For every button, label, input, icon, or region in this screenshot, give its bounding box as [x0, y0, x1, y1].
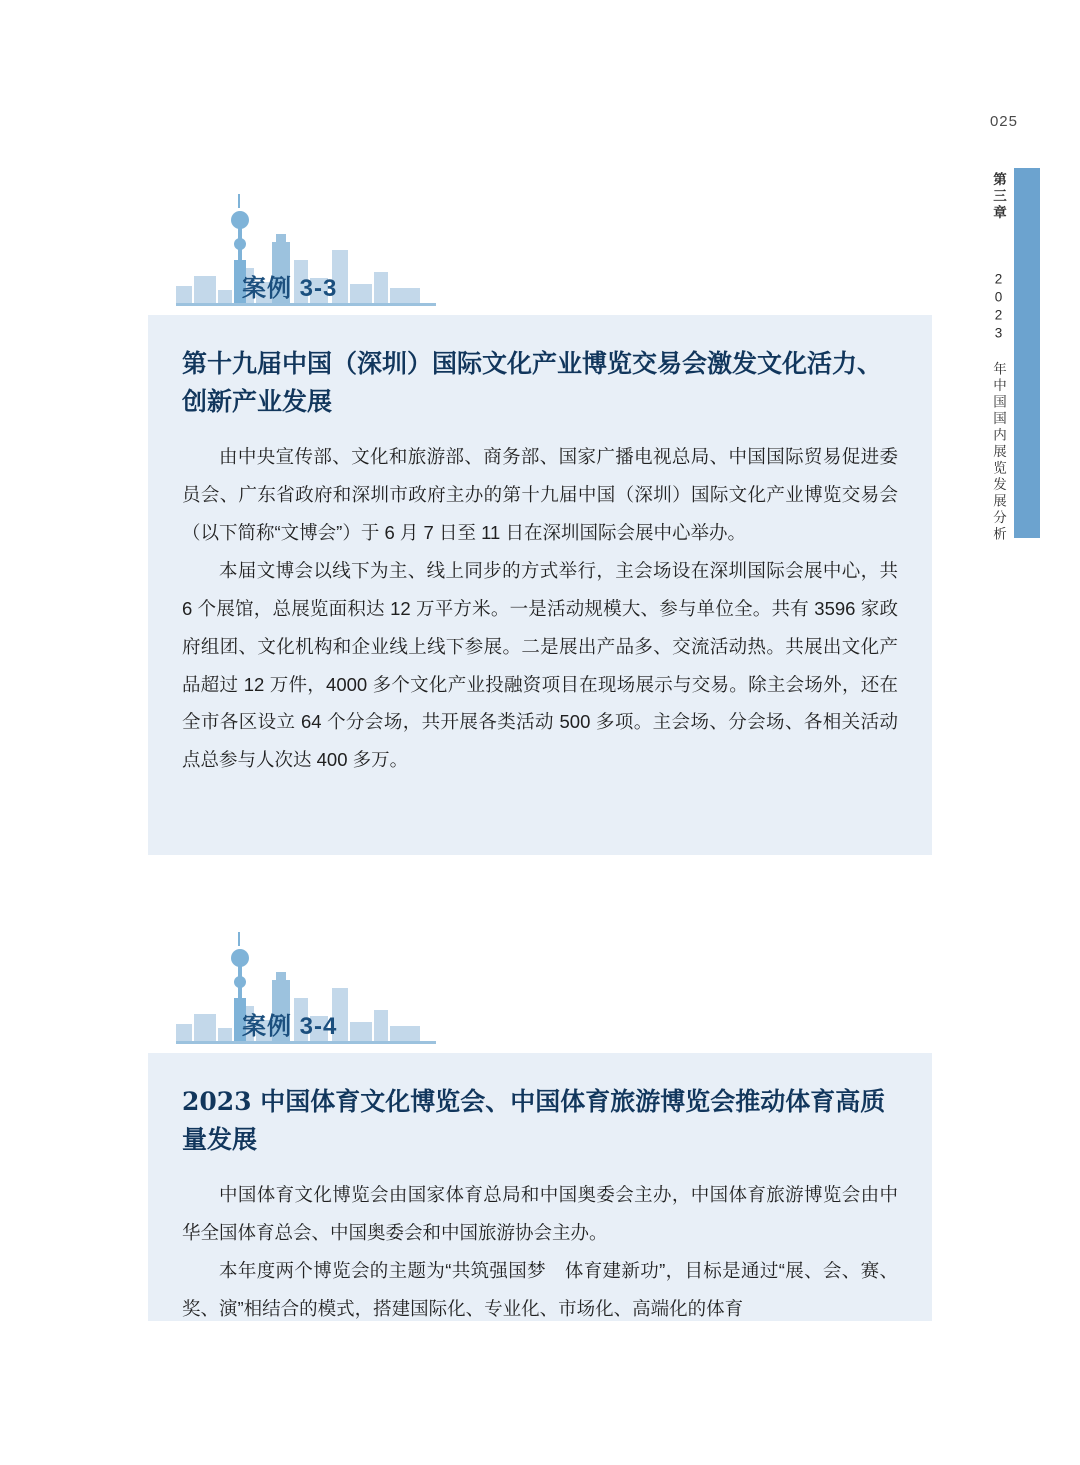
chapter-side-label — [986, 172, 1008, 543]
case-title-3-4: 2023 中国体育文化博览会、中国体育旅游博览会推动体育高质量发展 — [182, 1087, 886, 1154]
case-tag-3-3: 案例 3-3 — [242, 275, 338, 302]
chapter-side-label-title: 2023 年中国国内展览发展分析 — [991, 271, 1006, 543]
case-block-3-3 — [148, 190, 932, 855]
case-title-3-3: 第十九届中国（深圳）国际文化产业博览交易会激发文化活力、创新产业发展 — [182, 349, 883, 416]
case-paragraph: 由中央宣传部、文化和旅游部、商务部、国家广播电视总局、中国国际贸易促进委员会、广东省政府和深圳市政府主办的第十九届中国（深圳）国际文化产业博览交易会（以下简称“文博会”）于 6 月 7 日至 11 日在深圳国际会展中心举办。 — [182, 446, 898, 543]
page-number: 025 — [989, 113, 1018, 130]
case-block-3-4 — [148, 928, 932, 1321]
case-tag-3-4: 案例 3-4 — [242, 1013, 338, 1040]
case-paragraph: 本年度两个博览会的主题为“共筑强国梦 体育建新功”，目标是通过“展、会、赛、奖、演”相结合的模式，搭建国际化、专业化、市场化、高端化的体育 — [182, 1259, 898, 1319]
case-body-3-4 — [148, 1053, 932, 1321]
case-body-3-3 — [148, 315, 932, 855]
city-skyline-icon — [176, 190, 436, 315]
city-skyline-icon — [176, 928, 436, 1053]
chapter-side-label-chapter: 第三章 — [991, 172, 1006, 222]
case-paragraph: 中国体育文化博览会由国家体育总局和中国奥委会主办，中国体育旅游博览会由中华全国体育总会、中国奥委会和中国旅游协会主办。 — [182, 1184, 898, 1243]
case-paragraph: 本届文博会以线下为主、线上同步的方式举行，主会场设在深圳国际会展中心，共 6 个展馆，总展览面积达 12 万平方米。一是活动规模大、参与单位全。共有 3596 家政府组团、文化机构和企业线上线下参展。二是展出产品多、交流活动热。共展出文化产品超过 12 万件，4000 多个文化产业投融资项目在现场展示与交易。除主会场外，还在全市各区设立 64 个分会场，共开展各类活动 500 多项。主会场、分会场、各相关活动点总参与人次达 400 多万。 — [182, 559, 898, 771]
chapter-tab-bar — [1014, 168, 1040, 538]
